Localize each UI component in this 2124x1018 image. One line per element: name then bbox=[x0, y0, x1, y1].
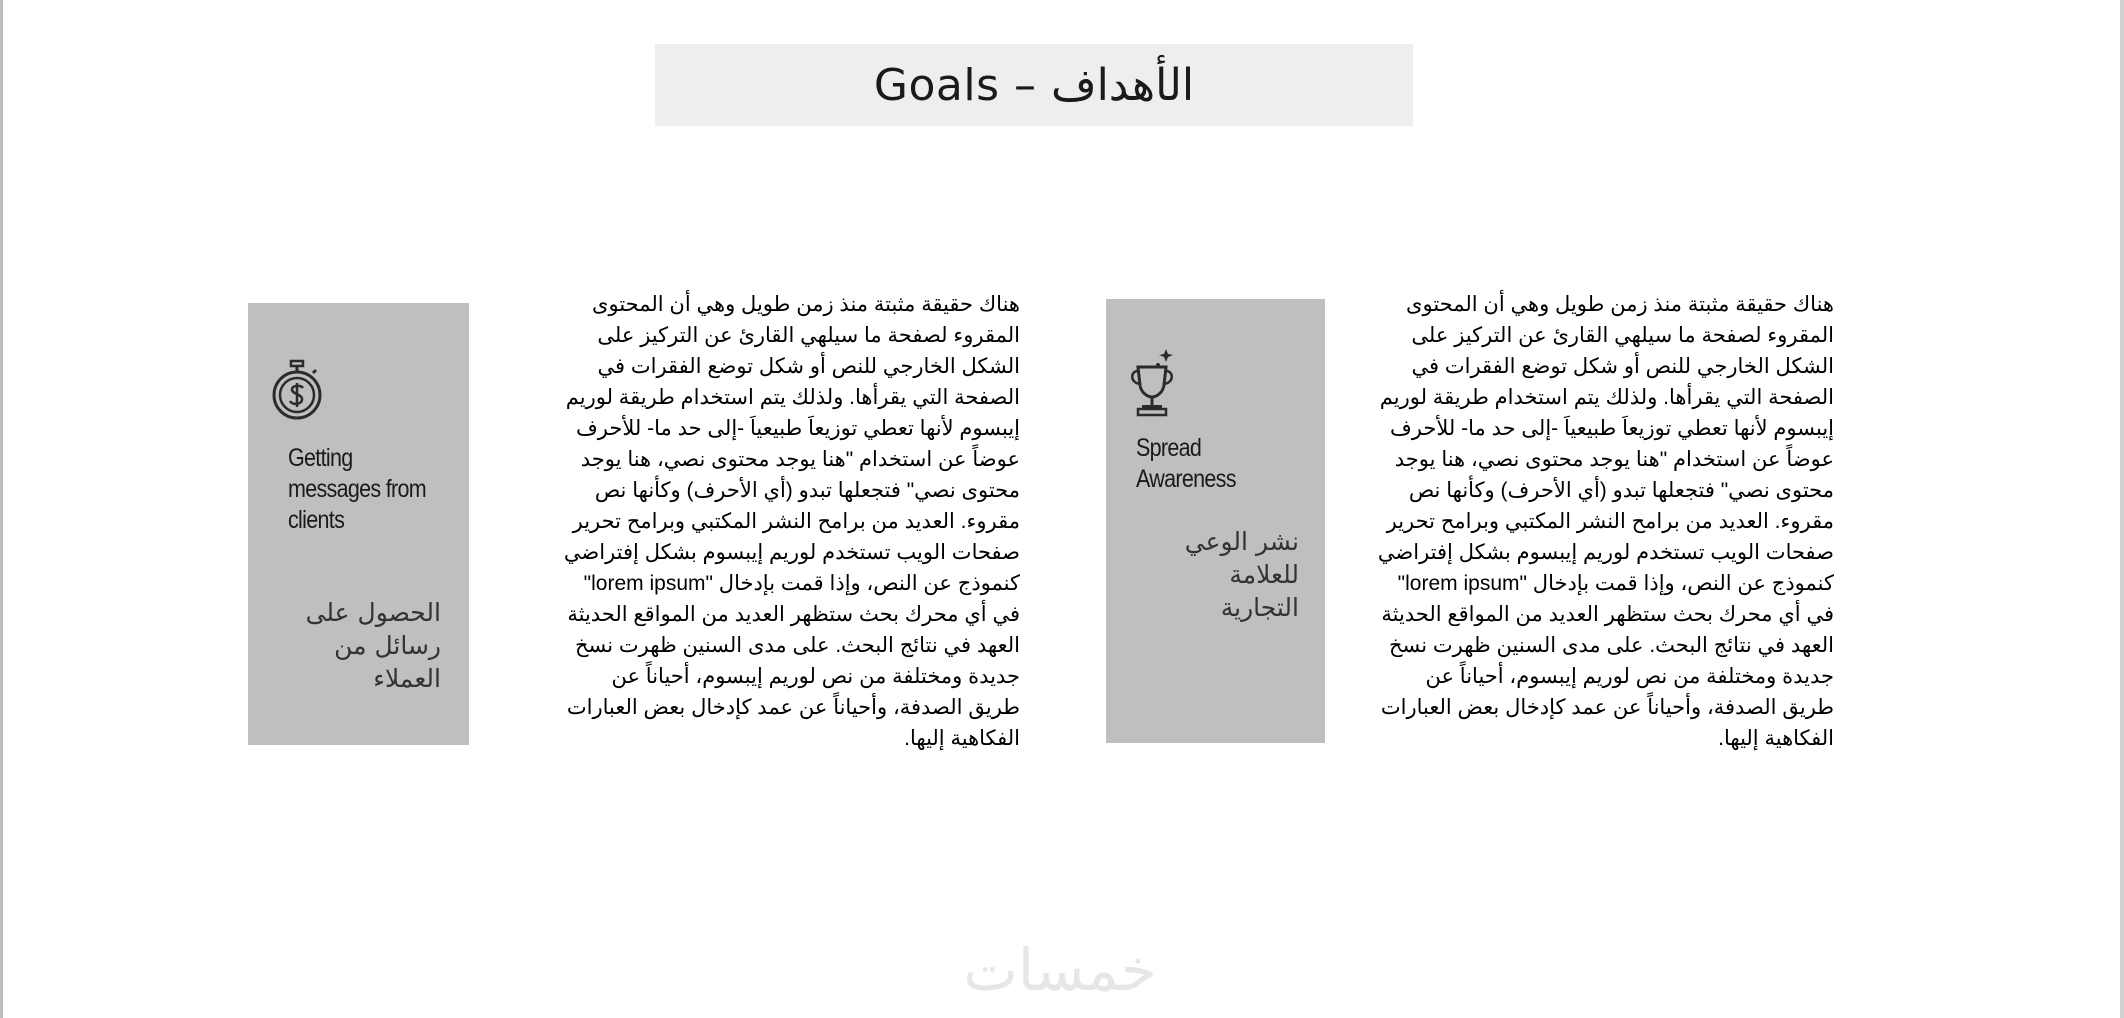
card-label-ar: نشر الوعي للعلامة التجارية bbox=[1184, 527, 1299, 622]
body-paragraph-1: هناك حقيقة مثبتة منذ زمن طويل وهي أن المحتوى المقروء لصفحة ما سيلهي القارئ عن التركيز على الشكل الخارجي للنص أو شكل توضع الفقرات في الصفحة التي يقرأها. ولذلك يتم استخدام طريقة لوريم إيبسوم لأنها تعطي توزيعاَ طبيعياَ -إلى حد ما- للأحرف عوضاً عن استخدام "هنا يوجد محتوى نصي، هنا يوجد محتوى نصي" فتجعلها تبدو (أي الأحرف) وكأنها نص مقروء. العديد من برامح النشر المكتبي وبرامح تحرير صفحات الويب تستخدم لوريم إيبسوم بشكل إفتراضي كنموذج عن النص، وإذا قمت بإدخال "lorem ipsum" في أي محرك بحث ستظهر العديد من المواقع الحديثة العهد في نتائج البحث. على مدى السنين ظهرت نسخ جديدة ومختلفة من نص لوريم إيبسوم، أحياناً عن طريق الصدفة، وأحياناً عن عمد كإدخال بعض العبارات الفكاهية إليها. bbox=[563, 293, 1020, 750]
body-paragraph-2: هناك حقيقة مثبتة منذ زمن طويل وهي أن المحتوى المقروء لصفحة ما سيلهي القارئ عن التركيز على الشكل الخارجي للنص أو شكل توضع الفقرات في الصفحة التي يقرأها. ولذلك يتم استخدام طريقة لوريم إيبسوم لأنها تعطي توزيعاَ طبيعياَ -إلى حد ما- للأحرف عوضاً عن استخدام "هنا يوجد محتوى نصي، هنا يوجد محتوى نصي" فتجعلها تبدو (أي الأحرف) وكأنها نص مقروء. العديد من برامح النشر المكتبي وبرامح تحرير صفحات الويب تستخدم لوريم إيبسوم بشكل إفتراضي كنموذج عن النص، وإذا قمت بإدخال "lorem ipsum" في أي محرك بحث ستظهر العديد من المواقع الحديثة العهد في نتائج البحث. على مدى السنين ظهرت نسخ جديدة ومختلفة من نص لوريم إيبسوم، أحياناً عن طريق الصدفة، وأحياناً عن عمد كإدخال بعض العبارات الفكاهية إليها. bbox=[1377, 293, 1834, 750]
stopwatch-dollar-icon bbox=[270, 359, 324, 421]
card-label-ar: الحصول على رسائل من العملاء bbox=[305, 598, 441, 693]
goal-card-messages bbox=[248, 303, 469, 745]
slide-border-right bbox=[2120, 0, 2124, 1018]
title-banner bbox=[655, 44, 1413, 126]
slide-border-left bbox=[0, 0, 3, 1018]
page-title: Goals – الأهداف bbox=[873, 59, 1195, 111]
watermark-logo: خمسات bbox=[963, 936, 1157, 1004]
card-label-en: Getting messages from clients bbox=[288, 444, 427, 534]
trophy-icon bbox=[1128, 345, 1178, 421]
card-label-en: Spread Awareness bbox=[1136, 434, 1236, 493]
goal-card-awareness bbox=[1106, 299, 1325, 743]
